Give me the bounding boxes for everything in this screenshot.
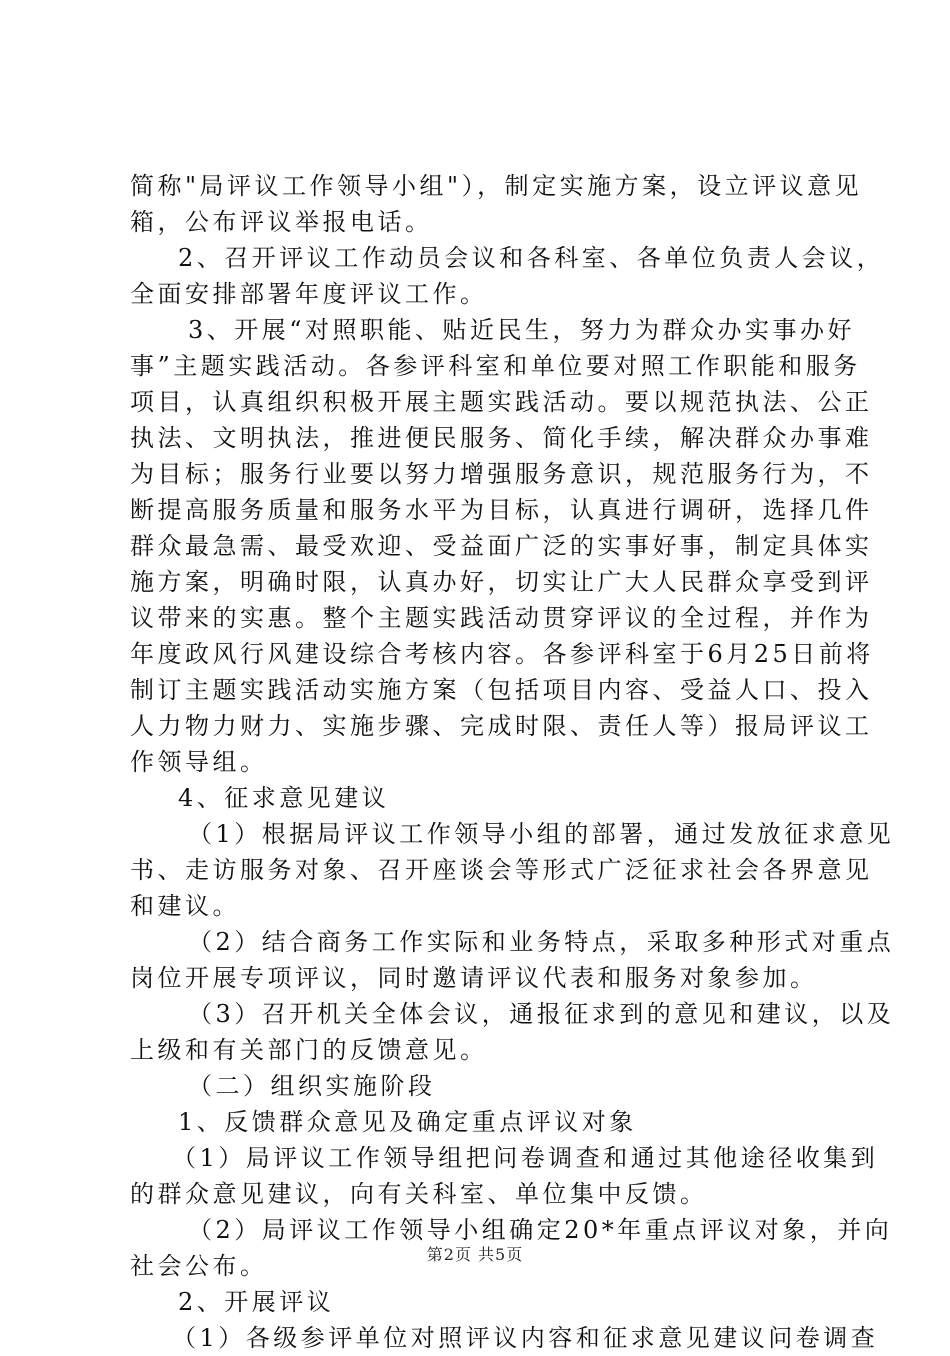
text-line: （1）局评议工作领导组把问卷调查和通过其他途径收集到 (172, 1144, 879, 1172)
text-line: 执法、文明执法，推进便民服务、简化手续，解决群众办事难 (130, 424, 873, 452)
section-heading: 2、开展评议 (178, 1288, 335, 1316)
text-line: 箱，公布评议举报电话。 (130, 208, 433, 236)
section-heading: （二）组织实施阶段 (188, 1072, 436, 1100)
text-line: 和建议。 (130, 892, 240, 920)
text-line: 议带来的实惠。整个主题实践活动贯穿评议的全过程，并作为 (130, 604, 873, 632)
text-line: 人力物力财力、实施步骤、完成时限、责任人等）报局评议工 (130, 712, 873, 740)
text-line: 断提高服务质量和服务水平为目标，认真进行调研，选择几件 (130, 496, 873, 524)
text-line: 社会公布。 (130, 1252, 268, 1280)
text-line: 事”主题实践活动。各参评科室和单位要对照工作职能和服务 (130, 352, 861, 380)
text-line: 作领导组。 (130, 748, 268, 776)
text-line: 制订主题实践活动实施方案（包括项目内容、受益人口、投入 (130, 676, 873, 704)
section-heading: 4、征求意见建议 (178, 784, 390, 812)
text-line: （1）各级参评单位对照评议内容和征求意见建议问卷调查 (172, 1324, 879, 1352)
text-line: （1）根据局评议工作领导小组的部署，通过发放征求意见 (188, 820, 895, 848)
document-body (130, 168, 895, 1356)
page-footer: 第2页 共5页 (426, 1245, 524, 1264)
text-line: 书、走访服务对象、召开座谈会等形式广泛征求社会各界意见 (130, 856, 873, 884)
text-line: 2、召开评议工作动员会议和各科室、各单位负责人会议， (178, 244, 885, 272)
text-line: 群众最急需、最受欢迎、受益面广泛的实事好事，制定具体实 (130, 532, 873, 560)
text-line: 的群众意见建议，向有关科室、单位集中反馈。 (130, 1180, 708, 1208)
text-line: 项目，认真组织积极开展主题实践活动。要以规范执法、公正 (130, 388, 873, 416)
text-line: 为目标；服务行业要以努力增强服务意识，规范服务行为，不 (130, 460, 873, 488)
text-line: （3）召开机关全体会议，通报征求到的意见和建议，以及 (188, 1000, 895, 1028)
text-line: 3、开展“对照职能、贴近民生，努力为群众办实事办好 (188, 316, 856, 344)
text-line: （2）局评议工作领导小组确定20*年重点评议对象，并向 (188, 1216, 893, 1244)
text-line: 简称"局评议工作领导小组"），制定实施方案，设立评议意见 (130, 172, 863, 200)
text-line: 全面安排部署年度评议工作。 (130, 280, 488, 308)
section-heading: 1、反馈群众意见及确定重点评议对象 (178, 1108, 637, 1136)
text-line: （2）结合商务工作实际和业务特点，采取多种形式对重点 (188, 928, 895, 956)
text-line: 上级和有关部门的反馈意见。 (130, 1036, 488, 1064)
text-line: 年度政风行风建设综合考核内容。各参评科室于6月25日前将 (130, 640, 874, 668)
text-line: 施方案，明确时限，认真办好，切实让广大人民群众享受到评 (130, 568, 873, 596)
text-line: 岗位开展专项评议，同时邀请评议代表和服务对象参加。 (130, 964, 818, 992)
